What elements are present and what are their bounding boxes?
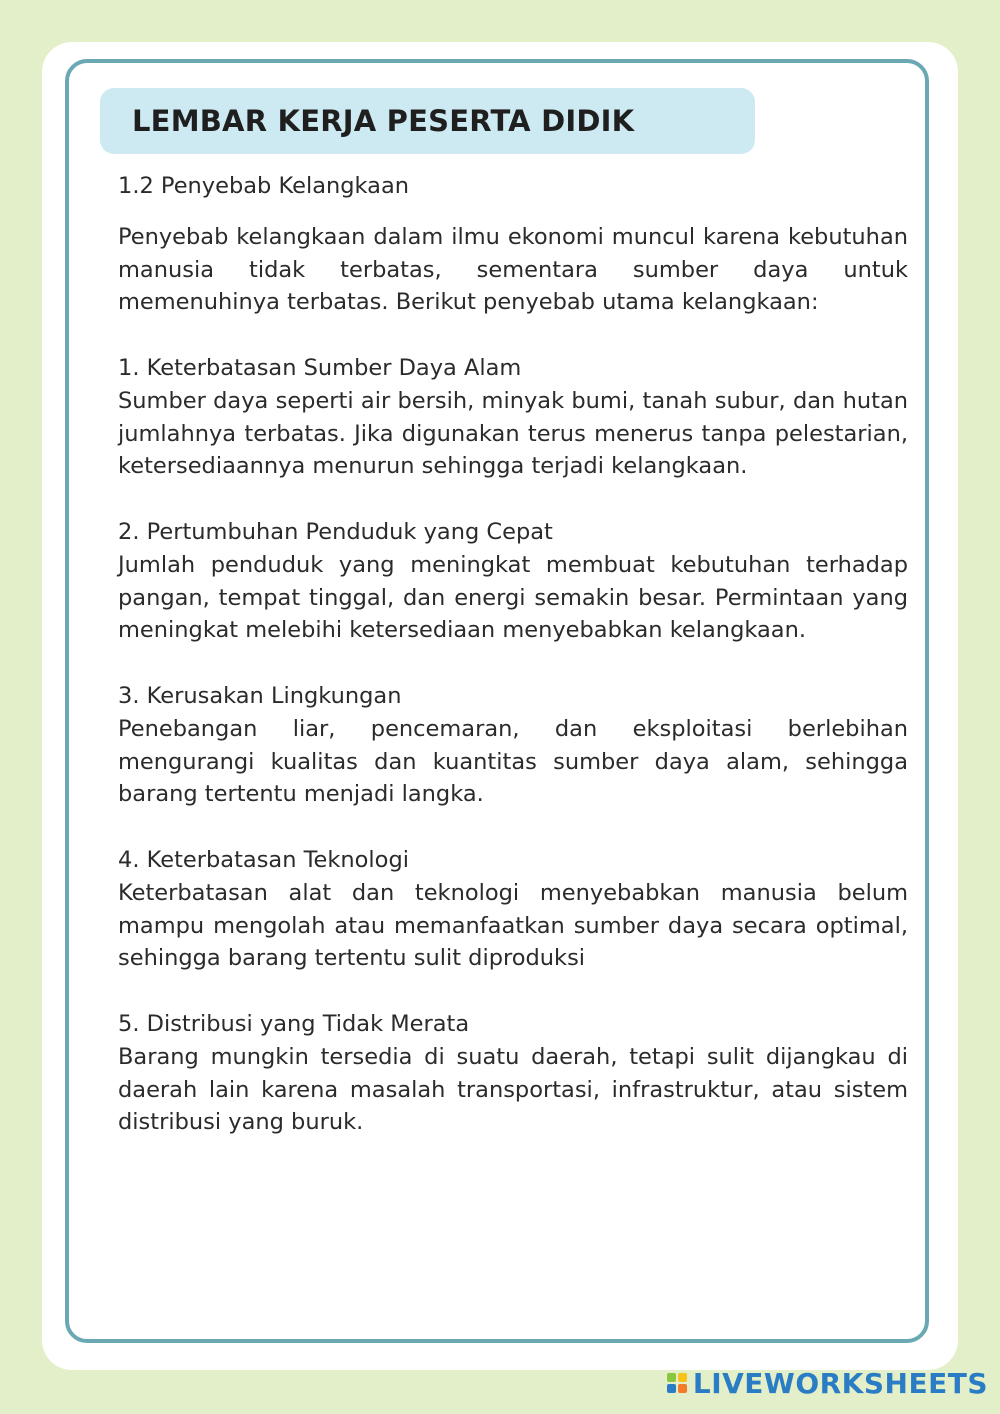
title-banner: [100, 88, 755, 154]
cause-body: Keterbatasan alat dan teknologi menyebabkan manusia belum mampu mengolah atau memanfaatkan sumber daya secara optimal, sehingga barang tertentu sulit diproduksi: [118, 879, 908, 972]
cause-heading: 4. Keterbatasan Teknologi: [118, 846, 409, 873]
cause-heading: 3. Kerusakan Lingkungan: [118, 682, 402, 709]
cause-body: Jumlah penduduk yang meningkat membuat kebutuhan terhadap pangan, tempat tinggal, dan energi semakin besar. Permintaan yang meningkat melebihi ketersediaan menyebabkan kelangkaan.: [118, 551, 908, 644]
cause-heading: 2. Pertumbuhan Penduduk yang Cepat: [118, 518, 553, 545]
section-subtitle: 1.2 Penyebab Kelangkaan: [118, 173, 409, 199]
cause-item-3: [118, 680, 908, 811]
cause-item-1: [118, 352, 908, 483]
logo-square-blue: [667, 1384, 676, 1393]
brand-name: LIVEWORKSHEETS: [692, 1366, 988, 1400]
liveworksheets-logo-icon: [667, 1373, 687, 1393]
page-title: LEMBAR KERJA PESERTA DIDIK: [132, 104, 635, 138]
cause-body: Barang mungkin tersedia di suatu daerah, tetapi sulit dijangkau di daerah lain karena masalah transportasi, infrastruktur, atau sistem distribusi yang buruk.: [118, 1043, 908, 1136]
cause-item-4: [118, 844, 908, 975]
logo-square-green: [667, 1373, 676, 1382]
cause-body: Penebangan liar, pencemaran, dan eksploitasi berlebihan mengurangi kualitas dan kuantitas sumber daya alam, sehingga barang tertentu menjadi langka.: [118, 715, 908, 808]
cause-item-5: [118, 1008, 908, 1139]
worksheet-content: [118, 170, 908, 1139]
logo-square-orange: [678, 1384, 687, 1393]
cause-item-2: [118, 516, 908, 647]
liveworksheets-logo[interactable]: [667, 1366, 988, 1400]
section-intro: Penyebab kelangkaan dalam ilmu ekonomi muncul karena kebutuhan manusia tidak terbatas, sementara sumber daya untuk memenuhinya terbatas. Berikut penyebab utama kelangkaan:: [118, 223, 908, 316]
logo-square-yellow: [678, 1373, 687, 1382]
cause-heading: 1. Keterbatasan Sumber Daya Alam: [118, 354, 522, 381]
cause-body: Sumber daya seperti air bersih, minyak bumi, tanah subur, dan hutan jumlahnya terbatas. Jika digunakan terus menerus tanpa pelestarian, ketersediaannya menurun sehingga terjadi kelangkaan.: [118, 387, 908, 480]
cause-heading: 5. Distribusi yang Tidak Merata: [118, 1010, 470, 1037]
